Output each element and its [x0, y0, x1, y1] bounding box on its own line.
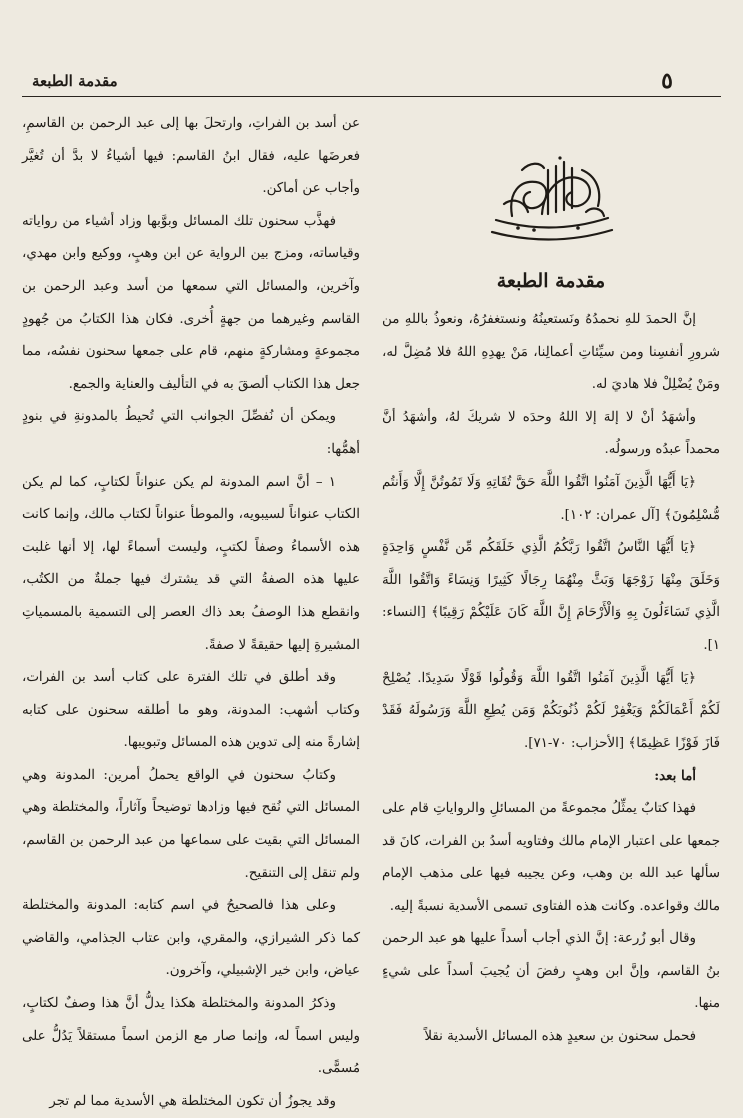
right-column — [382, 108, 720, 1048]
page-header — [22, 58, 721, 98]
paragraph: وقال أبو زُرعة: إنَّ الذي أجاب أسداً عليها هو عبد الرحمن بنُ القاسم، وإنَّ ابن وهبٍ رفضَ أن يُجيبَ أسداً على شيءٍ منها. — [382, 931, 720, 1012]
paragraph: وأشهَدُ أنْ لا إلهَ إلا اللهُ وحدَه لا شريكَ لهُ، وأشهَدُ أنَّ محمداً عبدُه ورسولُه. — [382, 409, 720, 458]
paragraph: فهذا كتابٌ يمثِّلُ مجموعةً من المسائلِ والرواياتِ قام على جمعها على اعتبار الإمام مالك وفتاويه أسدُ بن الفرات، كانَ قد سألها عبد الله بن وهب، وعن يجيبه فيها على مذهب الإمام مالك وقواعده. وكانت هذه الفتاوى تسمى الأسدية نسبةً إليه. — [382, 800, 720, 914]
quran-verse: ﴿يَا أَيُّهَا الَّذِينَ آمَنُوا اتَّقُوا اللَّهَ وَقُولُوا قَوْلًا سَدِيدًا. يُصْلِحْ لَكُمْ أَعْمَالَكُمْ وَيَغْفِرْ لَكُمْ ذُنُوبَكُمْ وَمَن يُطِعِ اللَّهَ وَرَسُولَهُ فَقَدْ فَازَ فَوْزًا عَظِيمًا﴾ [الأحزاب: ٧٠-٧١]. — [382, 670, 720, 751]
amma-baad-heading: أما بعد: — [654, 768, 696, 785]
quran-verse: ﴿يَا أَيُّهَا الَّذِينَ آمَنُوا اتَّقُوا اللَّهَ حَقَّ تُقَاتِهِ وَلَا تَمُوتُنَّ إِلَّا وَأَنتُم مُّسْلِمُونَ﴾ [آل عمران: ١٠٢]. — [382, 474, 720, 523]
paragraph: وذكرُ المدونة والمختلطة هكذا يدلُّ أنَّ هذا وصفٌ لكتابٍ، وليس اسماً له، وإنما صار مع الزمن اسماً مستقلاً يَدُلُّ على مُسمًّى. — [22, 996, 360, 1077]
paragraph: فهذَّب سحنون تلك المسائل وبوَّبها وزاد أشياء من رواياته وقياساته، ومزج بين الرواية عن ابن وهبٍ، ووكيع وابن مهدي، وآخرين، والمسائل التي سمعها من أسد وعبد الرحمن بن القاسم وغيرهما من جهةٍ أُخرى. فكان هذا الكتابُ من جُهودٍ مجموعةٍ ومشاركةٍ منهم، قام على جمعها سحنون نفسُه، مما جعل هذا الكتاب ألصقَ به في التأليف والعناية والجمع. — [22, 213, 360, 392]
section-title: مقدمة الطبعة — [496, 270, 606, 292]
header-rule — [22, 96, 721, 97]
running-title: مقدمة الطبعة — [32, 72, 118, 90]
list-item: ١ – أنَّ اسم المدونة لم يكن عنواناً لكتابٍ، كما لم يكن الكتاب عنواناً لسيبويه، والموطأ عنواناً لكتاب مالك، وإنما كانت هذه الأسماءُ وصفاً لكتبٍ، وليست أسماءً لها، إلا أنها غلبت عليها هذه الصفةُ التي قد يشترك فيها جملةٌ من الكتُب، وانقطع هذا الوصفُ بعد ذاك العصر إلى التسمية بالمسمياتِ المشيرةِ إليها حقيقةً لا صفةً. — [22, 474, 360, 653]
paragraph: وقد أطلق في تلك الفترة على كتاب أسد بن الفرات، وكتاب أشهب: المدونة، وهو ما أطلقه سحنون على كتابه إشارةً منه إلى تدوين هذه المسائل وتبويبها. — [22, 670, 360, 751]
basmala-ornament-area — [382, 108, 720, 258]
left-column — [22, 108, 360, 1109]
basmala-calligraphy-icon — [482, 140, 622, 252]
paragraph: وعلى هذا فالصحيحُ في اسم كتابه: المدونة والمختلطة كما ذكر الشيرازي، والمقري، وابن عتاب الجذامي، والقاضي عياض، وابن خير الإشبيلي، وآخرون. — [22, 898, 360, 979]
quran-verse: ﴿يَا أَيُّهَا النَّاسُ اتَّقُوا رَبَّكُمُ الَّذِي خَلَقَكُم مِّن نَّفْسٍ وَاحِدَةٍ وَخَلَقَ مِنْهَا زَوْجَهَا وَبَثَّ مِنْهُمَا رِجَالًا كَثِيرًا وَنِسَاءً وَاتَّقُوا اللَّهَ الَّذِي تَسَاءَلُونَ بِهِ وَالْأَرْحَامَ إِنَّ اللَّهَ كَانَ عَلَيْكُمْ رَقِيبًا﴾ [النساء: ١]. — [382, 540, 720, 653]
paragraph: ويمكن أن نُفصِّلَ الجوانب التي تُحيطُ بالمدونةِ في بنودٍ أهمُّها: — [22, 409, 360, 457]
paragraph: وكتابُ سحنون في الواقع يحملُ أمرين: المدونة وهي المسائل التي نُقح فيها وزادها توضيحاً وآثاراً، والمختلطة وهي المسائل التي بقيت على سماعها من عبد الرحمن بن القاسم، ولم تنقل إلى التنقيح. — [22, 767, 360, 881]
page-number: ٥ — [661, 68, 673, 94]
paragraph: فحمل سحنون بن سعيدٍ هذه المسائل الأسدية نقلاً — [424, 1029, 696, 1045]
paragraph: عن أسد بن الفراتِ، وارتحلَ بها إلى عبد الرحمن بن القاسمِ، فعرضَها عليه، فقال ابنُ القاسم: فيها أشياءُ لا بدَّ أن تُغيَّر وأجاب عن أماكن. — [22, 116, 360, 197]
paragraph: وقد يجوزُ أن تكون المختلطة هي الأسدية مما لم تجر — [49, 1093, 336, 1109]
paragraph: إنَّ الحمدَ للهِ نحمدُهُ ونَستعينُهُ ونستغفرُهُ، ونعوذُ باللهِ من شرورِ أنفسِنا ومن سيِّئاتِ أعمالِنا، مَنْ يهدِهِ اللهُ فلا مُضِلَّ له، ومَنْ يُضْلِلْ فلا هاديَ له. — [382, 312, 720, 393]
